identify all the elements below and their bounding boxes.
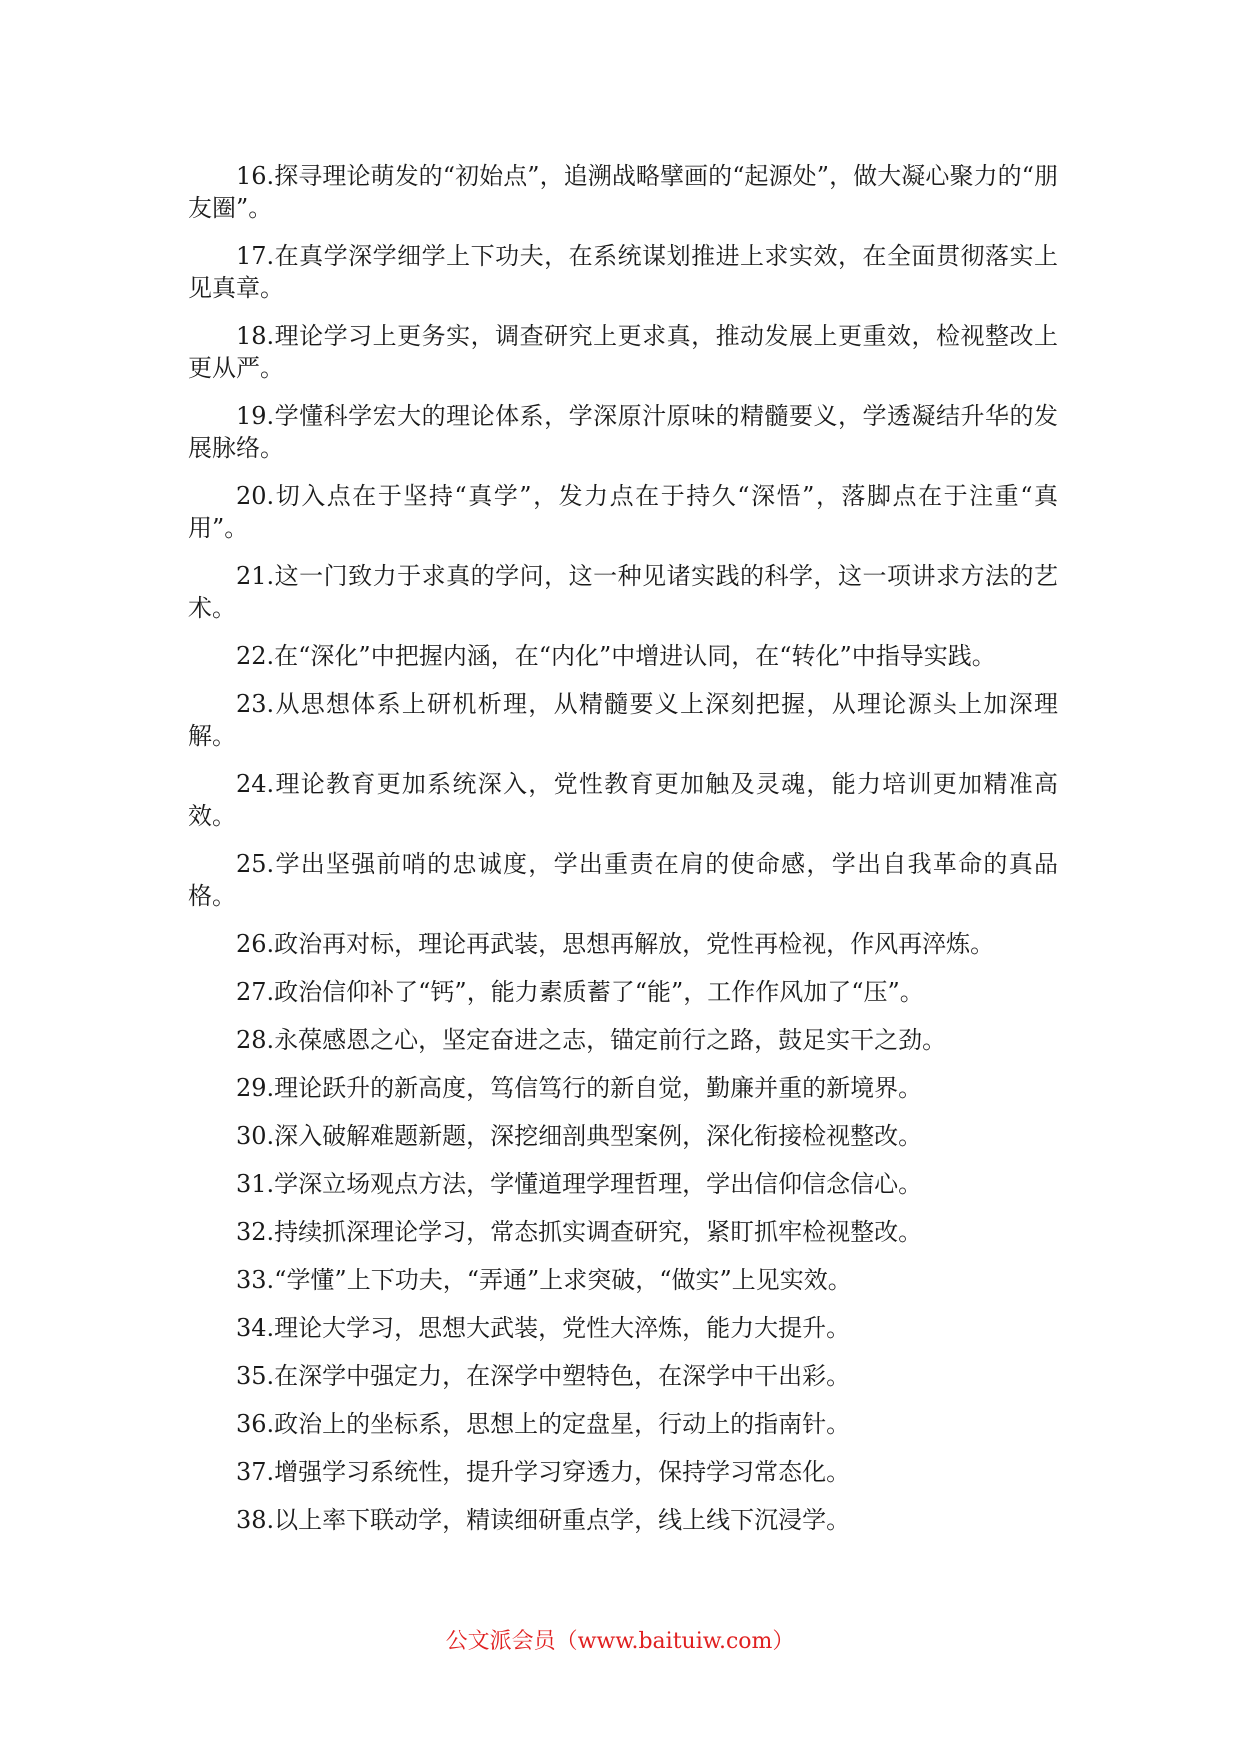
list-item: 38.以上率下联动学，精读细研重点学，线上线下沉浸学。 <box>236 1506 851 1534</box>
list-item: 31.学深立场观点方法，学懂道理学理哲理，学出信仰信念信心。 <box>236 1170 923 1198</box>
list-item: 30.深入破解难题新题，深挖细剖典型案例，深化衔接检视整改。 <box>236 1122 923 1150</box>
list-item: 26.政治再对标，理论再武装，思想再解放，党性再检视，作风再淬炼。 <box>236 930 995 958</box>
list-item: 19.学懂科学宏大的理论体系，学深原汁原味的精髓要义，学透凝结升华的发展脉络。 <box>188 402 1058 462</box>
list-item: 23.从思想体系上研机析理，从精髓要义上深刻把握，从理论源头上加深理解。 <box>188 690 1058 750</box>
list-item: 28.永葆感恩之心，坚定奋进之志，锚定前行之路，鼓足实干之劲。 <box>236 1026 947 1054</box>
list-item: 32.持续抓深理论学习，常态抓实调查研究，紧盯抓牢检视整改。 <box>236 1218 923 1246</box>
list-item: 25.学出坚强前哨的忠诚度，学出重责在肩的使命感，学出自我革命的真品格。 <box>188 850 1058 910</box>
list-item: 35.在深学中强定力，在深学中塑特色，在深学中干出彩。 <box>236 1362 851 1390</box>
list-item: 17.在真学深学细学上下功夫，在系统谋划推进上求实效，在全面贯彻落实上见真章。 <box>188 242 1058 302</box>
list-item: 18.理论学习上更务实，调查研究上更求真，推动发展上更重效，检视整改上更从严。 <box>188 322 1058 382</box>
footer-link[interactable]: 公文派会员（www.baituiw.com） <box>445 1629 795 1654</box>
list-item: 27.政治信仰补了“钙”，能力素质蓄了“能”，工作作风加了“压”。 <box>236 978 924 1006</box>
list-item: 34.理论大学习，思想大武装，党性大淬炼，能力大提升。 <box>236 1314 851 1342</box>
list-item: 33.“学懂”上下功夫，“弄通”上求突破，“做实”上见实效。 <box>236 1266 852 1294</box>
list-item: 29.理论跃升的新高度，笃信笃行的新自觉，勤廉并重的新境界。 <box>236 1074 923 1102</box>
list-item: 21.这一门致力于求真的学问，这一种见诸实践的科学，这一项讲求方法的艺术。 <box>188 562 1058 622</box>
document-body <box>188 160 1058 1552</box>
list-item: 37.增强学习系统性，提升学习穿透力，保持学习常态化。 <box>236 1458 851 1486</box>
list-item: 24.理论教育更加系统深入，党性教育更加触及灵魂，能力培训更加精准高效。 <box>188 770 1058 830</box>
list-item: 20.切入点在于坚持“真学”，发力点在于持久“深悟”，落脚点在于注重“真用”。 <box>188 482 1058 542</box>
list-item: 16.探寻理论萌发的“初始点”，追溯战略擘画的“起源处”，做大凝心聚力的“朋友圈”。 <box>188 162 1058 222</box>
list-item: 36.政治上的坐标系，思想上的定盘星，行动上的指南针。 <box>236 1410 851 1438</box>
list-item: 22.在“深化”中把握内涵，在“内化”中增进认同，在“转化”中指导实践。 <box>236 642 996 670</box>
